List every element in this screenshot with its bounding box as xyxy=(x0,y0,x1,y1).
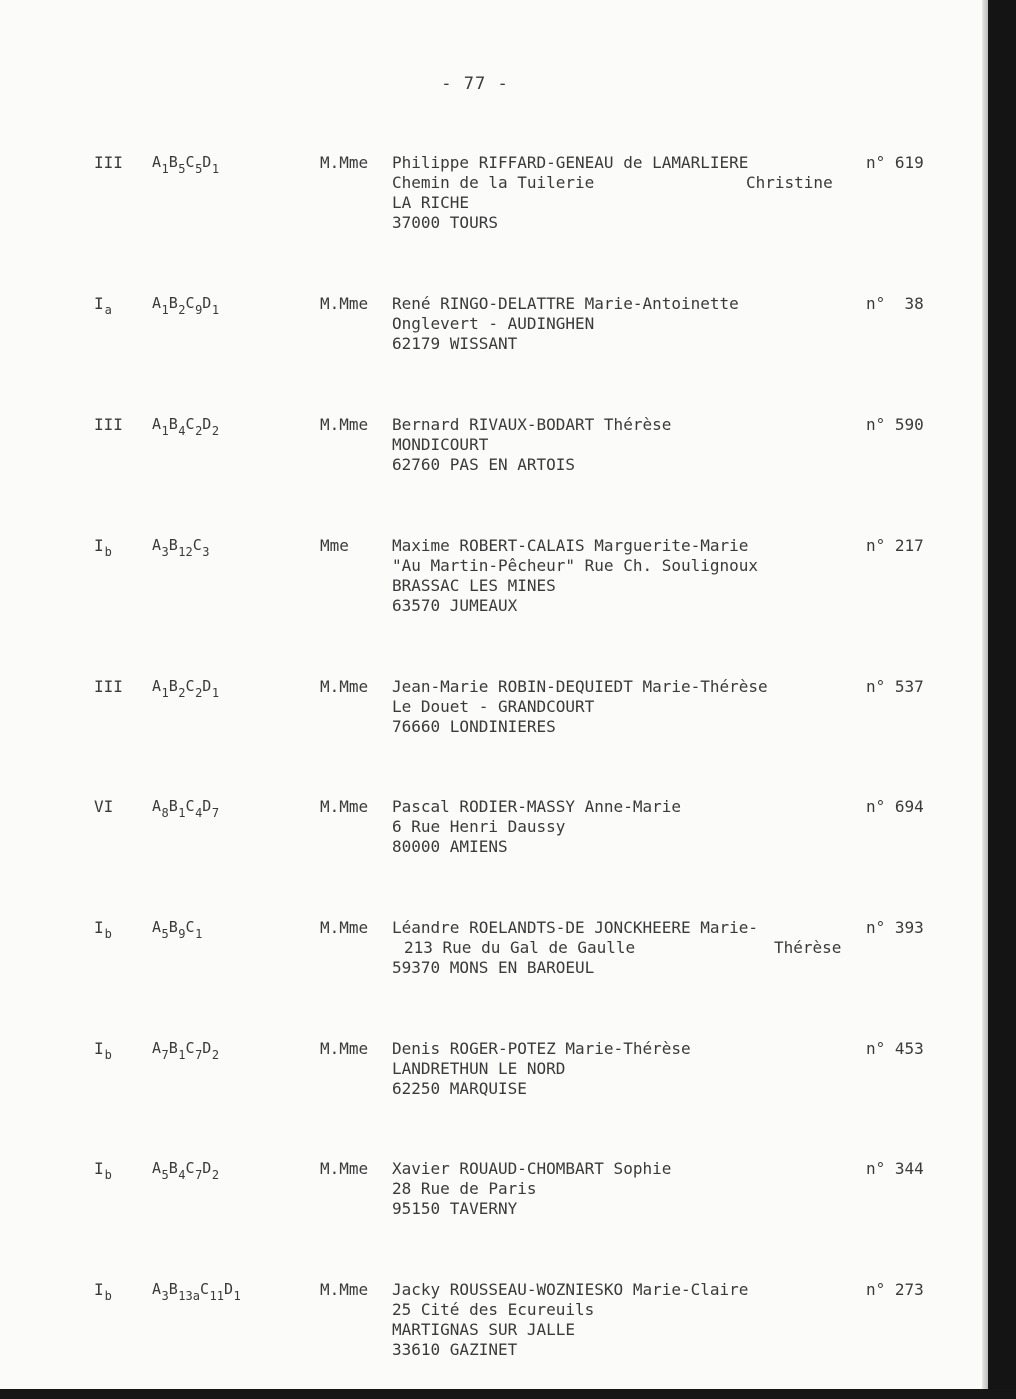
scan-border-bottom xyxy=(0,1389,1016,1399)
address-line: 37000 TOURS xyxy=(392,213,498,232)
genealogy-letter: C xyxy=(185,1039,196,1057)
genealogy-letter: A xyxy=(152,677,162,695)
entry-name: René RINGO-DELATTRE Marie-Antoinette xyxy=(392,294,739,313)
genealogy-code xyxy=(152,918,202,941)
salutation: M.Mme xyxy=(320,677,369,696)
entry-number: n° 453 xyxy=(866,1039,924,1058)
salutation: M.Mme xyxy=(320,294,369,313)
entry-class xyxy=(94,153,123,172)
address-line: MONDICOURT xyxy=(392,435,489,454)
genealogy-letter: A xyxy=(152,1280,162,1298)
genealogy-letter: A xyxy=(152,415,162,433)
genealogy-code xyxy=(152,677,219,700)
genealogy-index: 3 xyxy=(161,545,169,559)
genealogy-index: 1 xyxy=(178,1048,186,1062)
genealogy-code xyxy=(152,1280,241,1303)
address-line: 6 Rue Henri Daussy xyxy=(392,817,566,836)
genealogy-index: 2 xyxy=(178,686,186,700)
genealogy-index: 2 xyxy=(195,686,203,700)
genealogy-letter: B xyxy=(168,415,179,433)
genealogy-index: 1 xyxy=(161,424,169,438)
genealogy-letter: A xyxy=(152,153,162,171)
entry-class-label: I xyxy=(94,918,104,937)
genealogy-letter: D xyxy=(202,294,212,312)
genealogy-index: 5 xyxy=(161,927,169,941)
genealogy-index: 5 xyxy=(178,162,186,176)
salutation: M.Mme xyxy=(320,797,369,816)
genealogy-index: 5 xyxy=(161,1168,169,1182)
genealogy-letter: B xyxy=(168,918,179,936)
address-line: 59370 MONS EN BAROEUL xyxy=(392,958,595,977)
genealogy-code xyxy=(152,1159,219,1182)
genealogy-letter: D xyxy=(202,153,212,171)
genealogy-index: 1 xyxy=(211,303,220,317)
genealogy-letter: A xyxy=(152,1159,162,1177)
genealogy-code xyxy=(152,153,219,176)
address-line: 28 Rue de Paris xyxy=(392,1179,537,1198)
address-line: 62760 PAS EN ARTOIS xyxy=(392,455,576,474)
genealogy-code xyxy=(152,1039,219,1062)
entry-class-label: III xyxy=(94,415,123,434)
entry-number: n° 590 xyxy=(866,415,924,434)
genealogy-index: 7 xyxy=(161,1048,169,1062)
address-line: LANDRETHUN LE NORD xyxy=(392,1059,566,1078)
genealogy-index: 1 xyxy=(195,927,203,941)
genealogy-index: 4 xyxy=(178,424,186,438)
genealogy-index: 3 xyxy=(161,1289,169,1303)
genealogy-index: 2 xyxy=(195,424,203,438)
address-line: 213 Rue du Gal de Gaulle xyxy=(404,938,636,957)
genealogy-index: 1 xyxy=(211,686,220,700)
genealogy-letter: C xyxy=(185,918,196,936)
salutation: M.Mme xyxy=(320,918,369,937)
genealogy-letter: C xyxy=(185,677,196,695)
entry-class xyxy=(94,536,112,559)
address-line: BRASSAC LES MINES xyxy=(392,576,556,595)
genealogy-index: 1 xyxy=(233,1289,241,1303)
directory-entry xyxy=(0,918,988,1018)
genealogy-letter: C xyxy=(185,1159,196,1177)
genealogy-letter: A xyxy=(152,536,162,554)
directory-entry xyxy=(0,536,988,636)
address-line: 62179 WISSANT xyxy=(392,334,518,353)
address-line: 33610 GAZINET xyxy=(392,1340,518,1359)
genealogy-letter: C xyxy=(185,153,196,171)
name-continuation: Thérèse xyxy=(774,938,842,957)
entry-number: n° 537 xyxy=(866,677,924,696)
genealogy-letter: C xyxy=(192,536,203,554)
genealogy-index: 1 xyxy=(161,686,169,700)
genealogy-index: 13a xyxy=(178,1289,200,1303)
salutation: Mme xyxy=(320,536,349,555)
address-line: 62250 MARQUISE xyxy=(392,1079,527,1098)
genealogy-letter: D xyxy=(202,1159,212,1177)
genealogy-index: 1 xyxy=(161,162,169,176)
salutation: M.Mme xyxy=(320,415,369,434)
entry-class-label: III xyxy=(94,677,123,696)
genealogy-index: 12 xyxy=(178,545,193,559)
salutation: M.Mme xyxy=(320,153,369,172)
entry-class-sub: b xyxy=(104,1168,112,1182)
genealogy-index: 8 xyxy=(161,806,169,820)
address-line: 63570 JUMEAUX xyxy=(392,596,518,615)
directory-entry xyxy=(0,797,988,897)
genealogy-index: 1 xyxy=(178,806,186,820)
genealogy-index: 2 xyxy=(178,303,186,317)
entry-class xyxy=(94,918,112,941)
genealogy-index: 4 xyxy=(195,806,203,820)
name-continuation: Christine xyxy=(746,173,833,192)
salutation: M.Mme xyxy=(320,1159,369,1178)
entry-class-sub: b xyxy=(104,545,112,559)
entry-class xyxy=(94,294,112,317)
directory-entry xyxy=(0,294,988,394)
genealogy-code xyxy=(152,536,210,559)
entry-name: Philippe RIFFARD-GENEAU de LAMARLIERE xyxy=(392,153,749,172)
genealogy-letter: B xyxy=(168,1039,179,1057)
entry-number: n° 344 xyxy=(866,1159,924,1178)
genealogy-letter: D xyxy=(223,1280,234,1298)
address-line: Chemin de la Tuilerie xyxy=(392,173,595,192)
address-line: 25 Cité des Ecureuils xyxy=(392,1300,595,1319)
salutation: M.Mme xyxy=(320,1039,369,1058)
genealogy-index: 5 xyxy=(195,162,203,176)
entry-class xyxy=(94,1159,112,1182)
genealogy-letter: A xyxy=(152,294,162,312)
genealogy-letter: B xyxy=(168,677,179,695)
genealogy-index: 2 xyxy=(211,424,220,438)
genealogy-code xyxy=(152,294,219,317)
genealogy-letter: B xyxy=(168,797,179,815)
entry-class-label: I xyxy=(94,536,104,555)
directory-entry xyxy=(0,1280,988,1380)
directory-entry xyxy=(0,677,988,777)
entry-number: n° 619 xyxy=(866,153,924,172)
entry-class-label: III xyxy=(94,153,123,172)
entry-class xyxy=(94,1280,112,1303)
genealogy-index: 7 xyxy=(195,1168,203,1182)
entry-class-label: I xyxy=(94,1280,104,1299)
genealogy-letter: A xyxy=(152,1039,162,1057)
entry-number: n° 217 xyxy=(866,536,924,555)
entry-name: Denis ROGER-POTEZ Marie-Thérèse xyxy=(392,1039,691,1058)
entry-name: Pascal RODIER-MASSY Anne-Marie xyxy=(392,797,681,816)
genealogy-letter: B xyxy=(168,1159,179,1177)
genealogy-index: 9 xyxy=(178,927,186,941)
entry-number: n° 694 xyxy=(866,797,924,816)
directory-entry xyxy=(0,1159,988,1259)
genealogy-index: 4 xyxy=(178,1168,186,1182)
entry-name: Léandre ROELANDTS-DE JONCKHEERE Marie- xyxy=(392,918,759,937)
entry-class xyxy=(94,415,123,434)
entry-number: n° 393 xyxy=(866,918,924,937)
entry-name: Jacky ROUSSEAU-WOZNIESKO Marie-Claire xyxy=(392,1280,749,1299)
genealogy-letter: D xyxy=(202,797,212,815)
entry-class xyxy=(94,677,123,696)
genealogy-letter: C xyxy=(185,415,196,433)
address-line: 80000 AMIENS xyxy=(392,837,508,856)
genealogy-letter: D xyxy=(202,415,212,433)
entry-class xyxy=(94,797,113,816)
entry-class xyxy=(94,1039,112,1062)
directory-entry xyxy=(0,415,988,515)
genealogy-index: 2 xyxy=(211,1168,220,1182)
directory-entry xyxy=(0,153,988,253)
genealogy-index: 9 xyxy=(195,303,203,317)
genealogy-letter: C xyxy=(185,797,196,815)
genealogy-letter: D xyxy=(202,677,212,695)
genealogy-letter: C xyxy=(199,1280,210,1298)
genealogy-index: 7 xyxy=(195,1048,203,1062)
directory-entry xyxy=(0,1039,988,1139)
genealogy-letter: B xyxy=(168,536,179,554)
page-number: - 77 - xyxy=(441,74,509,94)
address-line: LA RICHE xyxy=(392,193,470,212)
genealogy-index: 1 xyxy=(161,303,169,317)
entry-name: Jean-Marie ROBIN-DEQUIEDT Marie-Thérèse xyxy=(392,677,768,696)
address-line: Le Douet - GRANDCOURT xyxy=(392,697,595,716)
genealogy-letter: B xyxy=(168,1280,179,1298)
entry-name: Bernard RIVAUX-BODART Thérèse xyxy=(392,415,672,434)
entry-class-label: I xyxy=(94,294,104,313)
address-line: MARTIGNAS SUR JALLE xyxy=(392,1320,576,1339)
scan-border-right xyxy=(988,0,1016,1399)
address-line: 95150 TAVERNY xyxy=(392,1199,518,1218)
entry-name: Xavier ROUAUD-CHOMBART Sophie xyxy=(392,1159,672,1178)
entry-class-label: I xyxy=(94,1039,104,1058)
genealogy-letter: B xyxy=(168,153,179,171)
genealogy-letter: A xyxy=(152,918,162,936)
entry-number: n° 273 xyxy=(866,1280,924,1299)
genealogy-code xyxy=(152,797,219,820)
genealogy-letter: D xyxy=(202,1039,212,1057)
entry-class-sub: b xyxy=(104,1289,112,1303)
genealogy-index: 7 xyxy=(211,806,220,820)
entry-number: n° 38 xyxy=(866,294,924,313)
address-line: "Au Martin-Pêcheur" Rue Ch. Soulignoux xyxy=(392,556,759,575)
address-line: Onglevert - AUDINGHEN xyxy=(392,314,595,333)
genealogy-code xyxy=(152,415,219,438)
salutation: M.Mme xyxy=(320,1280,369,1299)
genealogy-index: 2 xyxy=(211,1048,220,1062)
genealogy-index: 1 xyxy=(211,162,220,176)
entry-class-label: I xyxy=(94,1159,104,1178)
genealogy-letter: B xyxy=(168,294,179,312)
genealogy-index: 3 xyxy=(202,545,210,559)
entry-class-sub: b xyxy=(104,927,112,941)
entry-class-sub: a xyxy=(104,303,112,317)
genealogy-letter: C xyxy=(185,294,196,312)
genealogy-index: 11 xyxy=(209,1289,224,1303)
entry-class-label: VI xyxy=(94,797,114,816)
entry-name: Maxime ROBERT-CALAIS Marguerite-Marie xyxy=(392,536,749,555)
address-line: 76660 LONDINIERES xyxy=(392,717,556,736)
entry-class-sub: b xyxy=(104,1048,112,1062)
genealogy-letter: A xyxy=(152,797,162,815)
